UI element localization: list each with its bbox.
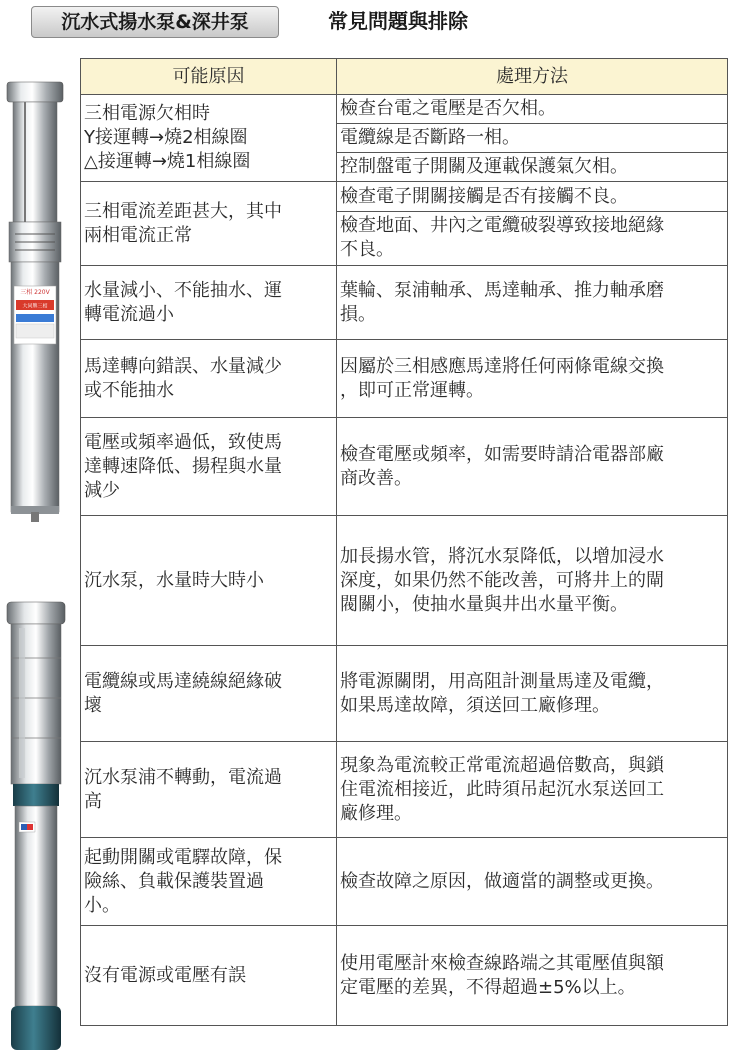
solution-item (337, 95, 727, 124)
cause-cell (81, 516, 337, 646)
cause-cell (81, 266, 337, 340)
cause-line: 沒有電源或電壓有誤 (84, 964, 246, 986)
table-row (81, 266, 728, 340)
solution-line: 商改善。 (340, 467, 412, 489)
table-row (81, 926, 728, 1026)
table-row (81, 742, 728, 838)
page-title: 常見問題與排除 (328, 9, 468, 33)
solution-line: 深度，如果仍然不能改善，可將井上的閘 (340, 569, 664, 591)
solution-line: 廠修理。 (340, 802, 412, 824)
cause-line: 馬達轉向錯誤、水量減少 (84, 355, 282, 377)
cause-cell (81, 340, 337, 418)
solution-line: 將電源關閉，用高阻計測量馬達及電纜， (340, 670, 664, 692)
column-header-cause: 可能原因 (81, 59, 337, 95)
cause-cell (81, 418, 337, 516)
troubleshooting-table (80, 58, 728, 1026)
solution-line: 不良。 (340, 239, 394, 260)
solution-cell (337, 266, 728, 340)
solution-item (340, 952, 724, 1000)
solution-cell (337, 516, 728, 646)
cause-line: 或不能抽水 (84, 379, 174, 401)
table-row (81, 418, 728, 516)
solution-line: 檢查地面、井內之電纜破裂導致接地絕緣 (340, 215, 664, 236)
cause-cell (81, 742, 337, 838)
pump-voltage-label: 三相 220V (20, 289, 50, 296)
submersible-pump-image (3, 76, 67, 522)
solution-line: 檢查台電之電壓是否欠相。 (340, 98, 556, 119)
cause-cell (81, 182, 337, 266)
cause-cell (81, 926, 337, 1026)
cause-line: 小。 (84, 894, 120, 916)
solution-line: 定電壓的差異，不得超過±5%以上。 (340, 976, 636, 998)
column-header-solution: 處理方法 (337, 59, 728, 95)
cause-line: 兩相電流正常 (84, 224, 192, 246)
cause-line: 三相電流差距甚大，其中 (84, 200, 282, 222)
cause-line: 三相電源欠相時 (84, 103, 210, 124)
table-header-row (81, 59, 728, 95)
table-row (81, 646, 728, 742)
cause-line: 高 (84, 790, 102, 812)
solution-line: 電纜線是否斷路一相。 (340, 127, 520, 148)
cause-line: 電壓或頻率過低，致使馬 (84, 431, 282, 453)
solution-cell (337, 838, 728, 926)
cause-line: 沉水泵，水量時大時小 (84, 569, 264, 591)
cause-line: 電纜線或馬達繞線絕緣破 (84, 670, 282, 692)
cause-cell (81, 838, 337, 926)
solution-item (340, 443, 724, 491)
table-row (81, 340, 728, 418)
solution-cell (337, 418, 728, 516)
cause-line: 沉水泵浦不轉動，電流過 (84, 766, 282, 788)
cause-line: Y接運轉→燒2相線圈 (84, 127, 248, 148)
solution-cell (337, 742, 728, 838)
solution-line: 損。 (340, 303, 376, 325)
deep-well-pump-image (3, 598, 69, 1054)
solution-line: 加長揚水管，將沉水泵降低，以增加浸水 (340, 545, 664, 567)
solution-cell (337, 646, 728, 742)
cause-line: 轉電流過小 (84, 303, 174, 325)
solution-item (340, 870, 724, 894)
solution-line: 葉輪、泵浦軸承、馬達軸承、推力軸承磨 (340, 279, 664, 301)
solution-item (340, 754, 724, 826)
solution-item (340, 355, 724, 403)
solution-line: 使用電壓計來檢查線路端之其電壓值與額 (340, 952, 664, 974)
solution-line: 檢查故障之原因，做適當的調整或更換。 (340, 870, 664, 892)
table-row (81, 516, 728, 646)
solution-item (337, 212, 727, 264)
cause-line: 達轉速降低、揚程與水量 (84, 455, 282, 477)
solution-cell (337, 95, 728, 182)
cause-line: 壞 (84, 694, 102, 716)
solution-item (337, 183, 727, 212)
solution-item (340, 545, 724, 617)
cause-line: 險絲、負載保護裝置過 (84, 870, 264, 892)
solution-line: 檢查電子開關接觸是否有接觸不良。 (340, 186, 628, 207)
table-row (81, 838, 728, 926)
cause-line: 起動開關或電驛故障，保 (84, 846, 282, 868)
solution-cell (337, 340, 728, 418)
solution-cell (337, 182, 728, 266)
cause-line: △接運轉→燒1相線圈 (84, 151, 251, 172)
solution-line: 現象為電流較正常電流超過倍數高，與鎖 (340, 754, 664, 776)
table-row (81, 95, 728, 182)
header-tag: 沉水式揚水泵&深井泵 (31, 6, 279, 38)
solution-item (337, 153, 727, 181)
cause-cell (81, 646, 337, 742)
solution-cell (337, 926, 728, 1026)
solution-line: 因屬於三相感應馬達將任何兩條電線交換 (340, 355, 664, 377)
solution-line: 檢查電壓或頻率，如需要時請洽電器部廠 (340, 443, 664, 465)
solution-line: 閥關小，使抽水量與井出水量平衡。 (340, 593, 628, 615)
table-row (81, 182, 728, 266)
solution-line: 如果馬達故障，須送回工廠修理。 (340, 694, 610, 716)
cause-line: 減少 (84, 479, 120, 501)
cause-line: 水量減小、不能抽水、運 (84, 279, 282, 301)
cause-cell (81, 95, 337, 182)
solution-item (340, 279, 724, 327)
pump-brand-label: 大同牌三相 (22, 303, 48, 310)
solution-item (337, 124, 727, 153)
solution-line: ，即可正常運轉。 (340, 379, 484, 401)
solution-line: 住電流相接近，此時須吊起沉水泵送回工 (340, 778, 664, 800)
solution-item (340, 670, 724, 718)
solution-line: 控制盤電子開關及運載保護氣欠相。 (340, 156, 628, 177)
